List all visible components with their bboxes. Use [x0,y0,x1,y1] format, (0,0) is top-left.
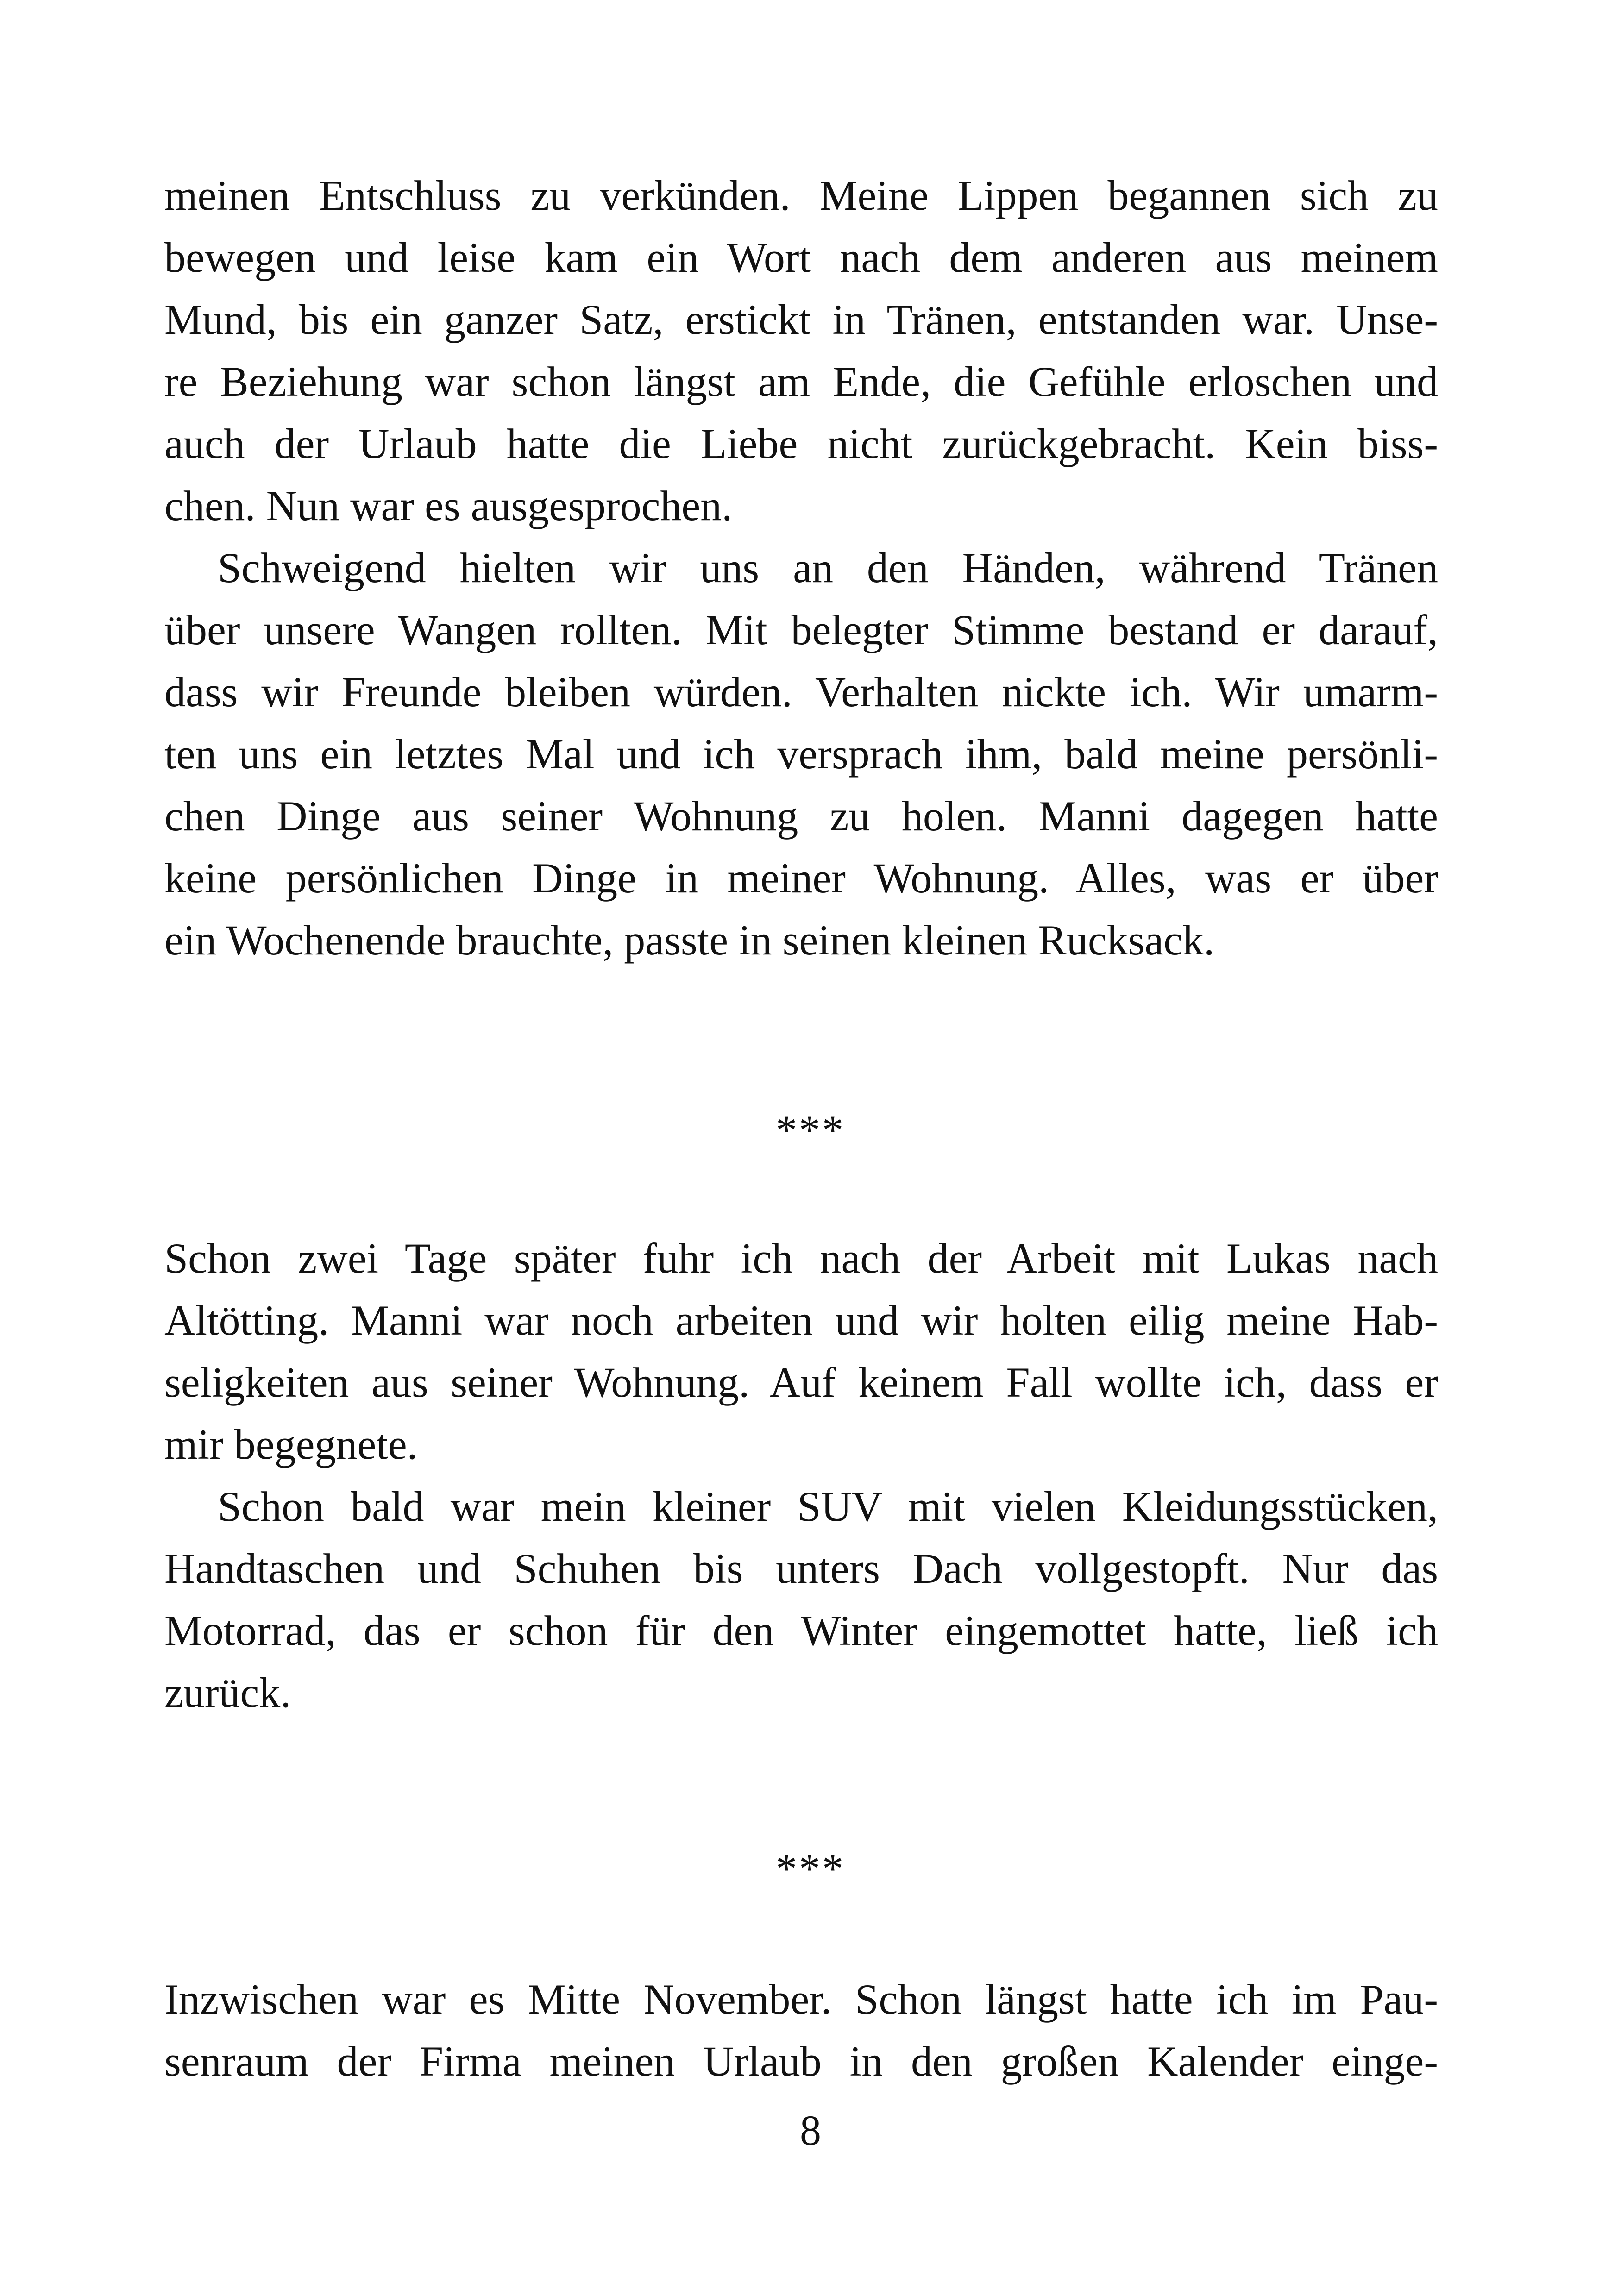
text-line: Schon bald war mein kleiner SUV mit vielen Kleidungsstücken, [218,1483,1438,1530]
text-line: über unsere Wangen rollten. Mit belegter Stimme bestand er darauf, [164,606,1438,653]
text-line: Altötting. Manni war noch arbeiten und wir holten eilig meine Hab- [164,1297,1438,1344]
text-line: senraum der Firma meinen Urlaub in den großen Kalender einge- [164,2038,1438,2085]
section-separator: *** [776,1845,845,1892]
text-line: bewegen und leise kam ein Wort nach dem anderen aus meinem [164,234,1438,281]
text-block-3 [164,1968,1438,2092]
page-number: 8 [800,2107,821,2154]
text-line: Motorrad, das er schon für den Winter eingemottet hatte, ließ ich [164,1607,1438,1654]
section-separator: *** [776,1106,845,1154]
text-line: re Beziehung war schon längst am Ende, die Gefühle erloschen und [164,358,1438,405]
text-line: Schon zwei Tage später fuhr ich nach der Arbeit mit Lukas nach [164,1235,1438,1282]
text-line: zurück. [164,1669,291,1716]
text-line: meinen Entschluss zu verkünden. Meine Lippen begannen sich zu [164,172,1438,219]
text-line: mir begegnete. [164,1421,418,1468]
text-line: auch der Urlaub hatte die Liebe nicht zurückgebracht. Kein biss- [164,420,1438,467]
text-line: dass wir Freunde bleiben würden. Verhalten nickte ich. Wir umarm- [164,668,1438,715]
text-line: ten uns ein letztes Mal und ich versprach ihm, bald meine persönli- [164,730,1438,778]
text-line: Mund, bis ein ganzer Satz, erstickt in Tränen, entstanden war. Unse- [164,296,1438,343]
text-line: chen. Nun war es ausgesprochen. [164,482,733,529]
text-line: Handtaschen und Schuhen bis unters Dach vollgestopft. Nur das [164,1545,1438,1592]
text-block-1 [164,164,1438,971]
text-line: keine persönlichen Dinge in meiner Wohnung. Alles, was er über [164,854,1438,902]
text-line: ein Wochenende brauchte, passte in seinen kleinen Rucksack. [164,916,1215,964]
text-block-2 [164,1227,1438,1724]
text-line: chen Dinge aus seiner Wohnung zu holen. Manni dagegen hatte [164,792,1438,840]
text-line: Schweigend hielten wir uns an den Händen, während Tränen [218,544,1438,591]
text-line: seligkeiten aus seiner Wohnung. Auf keinem Fall wollte ich, dass er [164,1359,1438,1406]
text-line: Inzwischen war es Mitte November. Schon längst hatte ich im Pau- [164,1976,1438,2023]
